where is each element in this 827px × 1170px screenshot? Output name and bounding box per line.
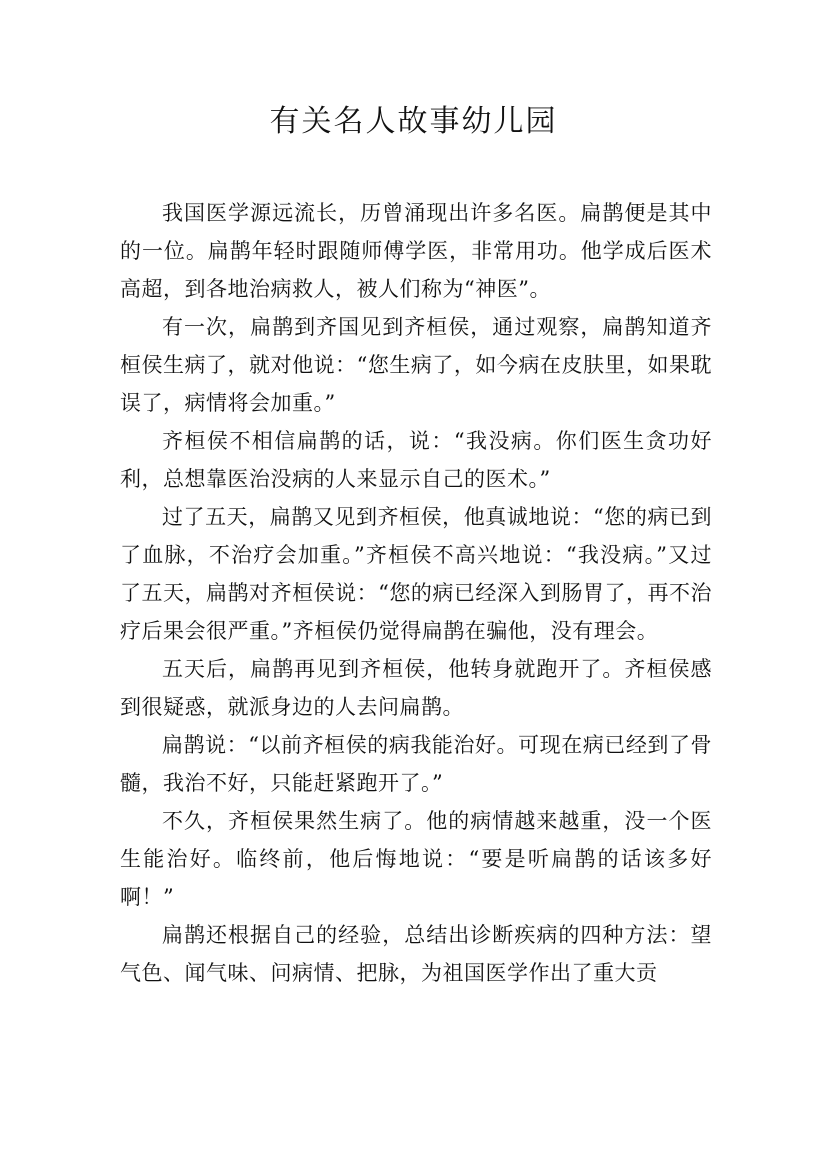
paragraph-1: 我国医学源远流长，历曾涌现出许多名医。扁鹊便是其中的一位。扁鹊年轻时跟随师傅学医，非常用功。他学成后医术高超，到各地治病救人，被人们称为“神医”。	[120, 201, 712, 301]
paragraph-8: 扁鹊还根据自己的经验，总结出诊断疾病的四种方法：望气色、闻气味、问病情、把脉，为祖国医学作出了重大贡	[120, 923, 712, 985]
document-body	[120, 194, 712, 992]
paragraph-5: 五天后，扁鹊再见到齐桓侯，他转身就跑开了。齐桓侯感到很疑惑，就派身边的人去问扁鹊。	[120, 657, 712, 719]
paragraph-4: 过了五天，扁鹊又见到齐桓侯，他真诚地说：“您的病已到了血脉，不治疗会加重。”齐桓侯不高兴地说：“我没病。”又过了五天，扁鹊对齐桓侯说：“您的病已经深入到肠胃了，再不治疗后果会很严重。”齐桓侯仍觉得扁鹊在骗他，没有理会。	[120, 505, 712, 643]
paragraph-2: 有一次，扁鹊到齐国见到齐桓侯，通过观察，扁鹊知道齐桓侯生病了，就对他说：“您生病了，如今病在皮肤里，如果耽误了，病情将会加重。”	[120, 315, 712, 415]
paragraph-3: 齐桓侯不相信扁鹊的话，说：“我没病。你们医生贪功好利，总想靠医治没病的人来显示自己的医术。”	[120, 429, 712, 491]
paragraph-7: 不久，齐桓侯果然生病了。他的病情越来越重，没一个医生能治好。临终前，他后悔地说：“要是听扁鹊的话该多好啊！”	[120, 809, 712, 909]
paragraph-6: 扁鹊说：“以前齐桓侯的病我能治好。可现在病已经到了骨髓，我治不好，只能赶紧跑开了。”	[120, 733, 712, 795]
document-title: 有关名人故事幼儿园	[269, 104, 558, 139]
